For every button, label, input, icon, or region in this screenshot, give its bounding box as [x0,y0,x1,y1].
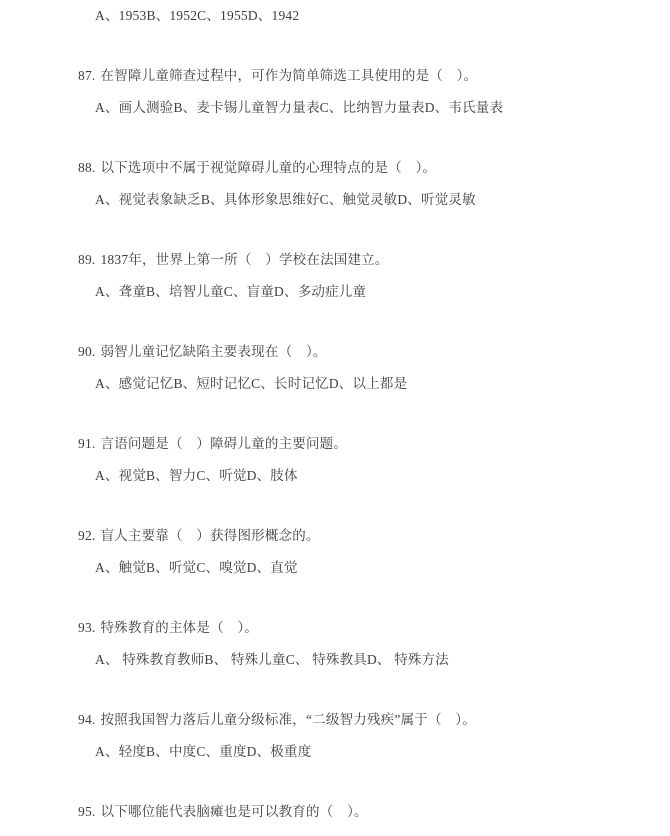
question-86-options-line: A、1953B、1952C、1955D、1942 [95,8,300,23]
question-text: 盲人主要靠（ ）获得图形概念的。 [100,528,320,543]
question-text: 以下哪位能代表脑瘫也是可以教育的（ ）。 [100,804,368,819]
question-text: 弱智儿童记忆缺陷主要表现在（ ）。 [100,344,327,359]
question-text: 特殊教育的主体是（ ）。 [100,620,259,635]
question-94-line [0,712,670,727]
question-block-90 [0,344,670,391]
question-number: 89. [78,252,96,267]
question-91-line [0,436,670,451]
question-block-89 [0,252,670,299]
question-88-options: A、视觉表象缺乏B、具体形象思维好C、触觉灵敏D、听觉灵敏 [95,192,476,207]
question-text: 1837年，世界上第一所（ ）学校在法国建立。 [100,252,389,267]
question-block-93 [0,620,670,667]
question-block-87 [0,68,670,115]
question-block-92 [0,528,670,575]
question-block-95 [0,804,670,819]
question-90-line [0,344,670,359]
question-93-line [0,620,670,635]
question-number: 93. [78,620,96,635]
question-number: 94. [78,712,96,727]
question-number: 95. [78,804,96,819]
question-90-options: A、感觉记忆B、短时记忆C、长时记忆D、以上都是 [95,376,408,391]
question-94-options: A、轻度B、中度C、重度D、极重度 [95,744,312,759]
question-91-options: A、视觉B、智力C、听觉D、肢体 [95,468,298,483]
question-89-line [0,252,670,267]
question-92-options: A、触觉B、听觉C、嗅觉D、直觉 [95,560,298,575]
question-text: 在智障儿童筛查过程中，可作为简单筛选工具使用的是（ ）。 [100,68,478,83]
question-89-options: A、聋童B、培智儿童C、盲童D、多动症儿童 [95,284,367,299]
question-number: 91. [78,436,96,451]
question-92-line [0,528,670,543]
question-block-91 [0,436,670,483]
question-87-options: A、画人测验B、麦卡锡儿童智力量表C、比纳智力量表D、韦氏量表 [95,100,504,115]
question-number: 92. [78,528,96,543]
question-block-94 [0,712,670,759]
question-88-line [0,160,670,175]
question-number: 87. [78,68,96,83]
question-87-line [0,68,670,83]
question-block-88 [0,160,670,207]
question-text: 以下选项中不属于视觉障碍儿童的心理特点的是（ ）。 [100,160,437,175]
question-number: 90. [78,344,96,359]
question-93-options: A、 特殊教育教师B、 特殊儿童C、 特殊教具D、 特殊方法 [95,652,450,667]
question-number: 88. [78,160,96,175]
question-text: 言语问题是（ ）障碍儿童的主要问题。 [100,436,348,451]
question-95-line [0,804,670,819]
question-text: 按照我国智力落后儿童分级标准，“二级智力残疾”属于（ ）。 [100,712,477,727]
